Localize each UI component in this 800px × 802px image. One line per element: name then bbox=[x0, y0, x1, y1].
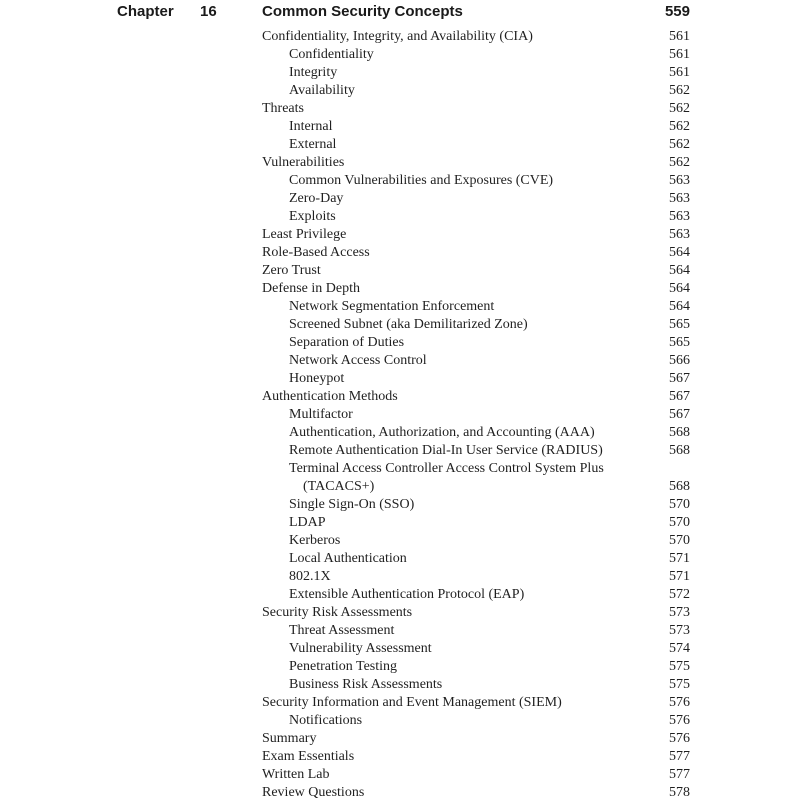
toc-subsection-entry bbox=[262, 640, 690, 658]
toc-subsection-entry bbox=[262, 298, 690, 316]
toc-entry-title: External bbox=[289, 137, 337, 152]
toc-entry-title: Separation of Duties bbox=[289, 335, 405, 350]
toc-section-entry bbox=[262, 28, 690, 46]
toc-subsection-entry bbox=[262, 136, 690, 154]
toc-entry-page-number: 563 bbox=[669, 209, 690, 224]
toc-subsection-entry bbox=[262, 514, 690, 532]
toc-section-entry bbox=[262, 154, 690, 172]
toc-entry-title: Network Access Control bbox=[289, 353, 427, 368]
toc-entry-title: Notifications bbox=[289, 713, 363, 728]
toc-entry-page-number: 576 bbox=[669, 731, 690, 746]
toc-subsection-entry bbox=[262, 586, 690, 604]
toc-entry-page-number: 567 bbox=[669, 407, 690, 422]
toc-entry-title: Summary bbox=[262, 731, 317, 746]
toc-entry-page-number: 578 bbox=[669, 785, 690, 800]
toc-entry-page-number: 573 bbox=[669, 605, 690, 620]
toc-entry-page-number: 571 bbox=[669, 551, 690, 566]
toc-entry-title: Review Questions bbox=[262, 785, 365, 800]
toc-subsection-entry bbox=[262, 568, 690, 586]
toc-entry-page-number: 577 bbox=[669, 749, 690, 764]
toc-entry-page-number: 563 bbox=[669, 227, 690, 242]
toc-entry-page-number: 576 bbox=[669, 713, 690, 728]
toc-entry-title: Least Privilege bbox=[262, 227, 347, 242]
toc-entry-title: Screened Subnet (aka Demilitarized Zone) bbox=[289, 317, 528, 332]
toc-subsection-entry bbox=[262, 118, 690, 136]
toc-subsection-entry bbox=[262, 712, 690, 730]
toc-entry-title: Kerberos bbox=[289, 533, 341, 548]
toc-subsection-entry bbox=[262, 334, 690, 352]
table-of-contents bbox=[262, 28, 690, 802]
chapter-label: Chapter bbox=[117, 3, 174, 20]
toc-subsection-entry bbox=[262, 82, 690, 100]
toc-entry-page-number: 575 bbox=[669, 659, 690, 674]
toc-subsection-entry bbox=[262, 676, 690, 694]
toc-entry-title: Threat Assessment bbox=[289, 623, 395, 638]
toc-entry-title: Penetration Testing bbox=[289, 659, 398, 674]
toc-entry-title: Role-Based Access bbox=[262, 245, 370, 260]
toc-entry-page-number: 576 bbox=[669, 695, 690, 710]
toc-subsection-entry bbox=[262, 532, 690, 550]
toc-section-entry bbox=[262, 262, 690, 280]
toc-subsection-entry bbox=[262, 370, 690, 388]
toc-entry-title: Availability bbox=[289, 83, 355, 98]
toc-section-entry bbox=[262, 100, 690, 118]
toc-entry-page-number: 568 bbox=[669, 425, 690, 440]
toc-entry-page-number: 561 bbox=[669, 29, 690, 44]
toc-entry-title: Defense in Depth bbox=[262, 281, 360, 296]
toc-entry-title: Vulnerabilities bbox=[262, 155, 345, 170]
toc-entry-page-number: 567 bbox=[669, 389, 690, 404]
toc-entry-title: Threats bbox=[262, 101, 304, 116]
toc-entry-page-number: 564 bbox=[669, 263, 690, 278]
toc-entry-title: Confidentiality bbox=[289, 47, 374, 62]
toc-section-entry bbox=[262, 388, 690, 406]
toc-entry-page-number: 561 bbox=[669, 47, 690, 62]
toc-entry-page-number: 571 bbox=[669, 569, 690, 584]
toc-entry-page-number: 562 bbox=[669, 119, 690, 134]
toc-entry-title: Exam Essentials bbox=[262, 749, 355, 764]
toc-entry-title: Confidentiality, Integrity, and Availability (CIA) bbox=[262, 29, 533, 44]
toc-entry-page-number: 566 bbox=[669, 353, 690, 368]
toc-entry-title: LDAP bbox=[289, 515, 326, 530]
toc-subsection-entry bbox=[262, 64, 690, 82]
toc-entry-page-number: 561 bbox=[669, 65, 690, 80]
toc-entry-page-number: 565 bbox=[669, 317, 690, 332]
toc-subsection-entry bbox=[262, 352, 690, 370]
toc-entry-page-number: 570 bbox=[669, 533, 690, 548]
toc-entry-title: Common Vulnerabilities and Exposures (CVE) bbox=[289, 173, 554, 188]
toc-subsection-entry bbox=[262, 460, 690, 496]
toc-section-entry bbox=[262, 280, 690, 298]
toc-entry-title-line: Terminal Access Controller Access Control System Plus bbox=[289, 461, 604, 476]
toc-entry-title: 802.1X bbox=[289, 569, 331, 584]
toc-entry-title: Remote Authentication Dial-In User Service (RADIUS) bbox=[289, 443, 603, 458]
toc-section-entry bbox=[262, 730, 690, 748]
chapter-number: 16 bbox=[200, 3, 217, 20]
toc-entry-page-number: 563 bbox=[669, 191, 690, 206]
toc-subsection-entry bbox=[262, 424, 690, 442]
toc-entry-page-number: 562 bbox=[669, 83, 690, 98]
toc-subsection-entry bbox=[262, 496, 690, 514]
toc-entry-page-number: 563 bbox=[669, 173, 690, 188]
toc-section-entry bbox=[262, 766, 690, 784]
toc-section-entry bbox=[262, 748, 690, 766]
toc-entry-page-number: 568 bbox=[669, 479, 690, 494]
toc-entry-page-number: 574 bbox=[669, 641, 690, 656]
toc-entry-title: Network Segmentation Enforcement bbox=[289, 299, 495, 314]
toc-entry-title: Authentication, Authorization, and Accounting (AAA) bbox=[289, 425, 595, 440]
toc-subsection-entry bbox=[262, 316, 690, 334]
toc-section-entry bbox=[262, 604, 690, 622]
toc-entry-page-number: 565 bbox=[669, 335, 690, 350]
toc-entry-page-number: 564 bbox=[669, 245, 690, 260]
chapter-title: Common Security Concepts bbox=[262, 3, 463, 20]
toc-entry-title: Written Lab bbox=[262, 767, 330, 782]
toc-entry-page-number: 562 bbox=[669, 155, 690, 170]
toc-entry-title: Exploits bbox=[289, 209, 336, 224]
toc-entry-page-number: 564 bbox=[669, 281, 690, 296]
toc-entry-page-number: 572 bbox=[669, 587, 690, 602]
toc-entry-title bbox=[289, 460, 690, 496]
toc-section-entry bbox=[262, 226, 690, 244]
toc-entry-page-number: 573 bbox=[669, 623, 690, 638]
toc-entry-title: Extensible Authentication Protocol (EAP) bbox=[289, 587, 525, 602]
toc-subsection-entry bbox=[262, 406, 690, 424]
toc-subsection-entry bbox=[262, 208, 690, 226]
toc-entry-page-number: 570 bbox=[669, 515, 690, 530]
toc-subsection-entry bbox=[262, 550, 690, 568]
toc-entry-title: Vulnerability Assessment bbox=[289, 641, 432, 656]
toc-entry-title: Integrity bbox=[289, 65, 338, 80]
toc-entry-page-number: 577 bbox=[669, 767, 690, 782]
toc-subsection-entry bbox=[262, 658, 690, 676]
toc-entry-title: Authentication Methods bbox=[262, 389, 398, 404]
toc-subsection-entry bbox=[262, 622, 690, 640]
toc-entry-title-continuation: (TACACS+) bbox=[303, 479, 375, 494]
toc-subsection-entry bbox=[262, 190, 690, 208]
toc-entry-title: Security Risk Assessments bbox=[262, 605, 413, 620]
toc-entry-page-number: 570 bbox=[669, 497, 690, 512]
toc-section-entry bbox=[262, 694, 690, 712]
toc-entry-title: Honeypot bbox=[289, 371, 345, 386]
toc-subsection-entry bbox=[262, 442, 690, 460]
toc-subsection-entry bbox=[262, 172, 690, 190]
toc-entry-title: Security Information and Event Management (SIEM) bbox=[262, 695, 562, 710]
chapter-header bbox=[0, 0, 800, 26]
toc-entry-page-number: 562 bbox=[669, 137, 690, 152]
toc-entry-page-number: 575 bbox=[669, 677, 690, 692]
toc-section-entry bbox=[262, 244, 690, 262]
toc-entry-title: Zero-Day bbox=[289, 191, 344, 206]
toc-entry-page-number: 564 bbox=[669, 299, 690, 314]
toc-entry-title: Zero Trust bbox=[262, 263, 321, 278]
chapter-page-number: 559 bbox=[664, 3, 690, 20]
toc-entry-page-number: 568 bbox=[669, 443, 690, 458]
toc-entry-title: Business Risk Assessments bbox=[289, 677, 443, 692]
toc-section-entry bbox=[262, 784, 690, 802]
toc-subsection-entry bbox=[262, 46, 690, 64]
toc-entry-title: Multifactor bbox=[289, 407, 353, 422]
toc-entry-page-number: 567 bbox=[669, 371, 690, 386]
toc-entry-page-number: 562 bbox=[669, 101, 690, 116]
toc-entry-title: Local Authentication bbox=[289, 551, 407, 566]
toc-entry-title: Internal bbox=[289, 119, 333, 134]
toc-entry-title: Single Sign-On (SSO) bbox=[289, 497, 415, 512]
